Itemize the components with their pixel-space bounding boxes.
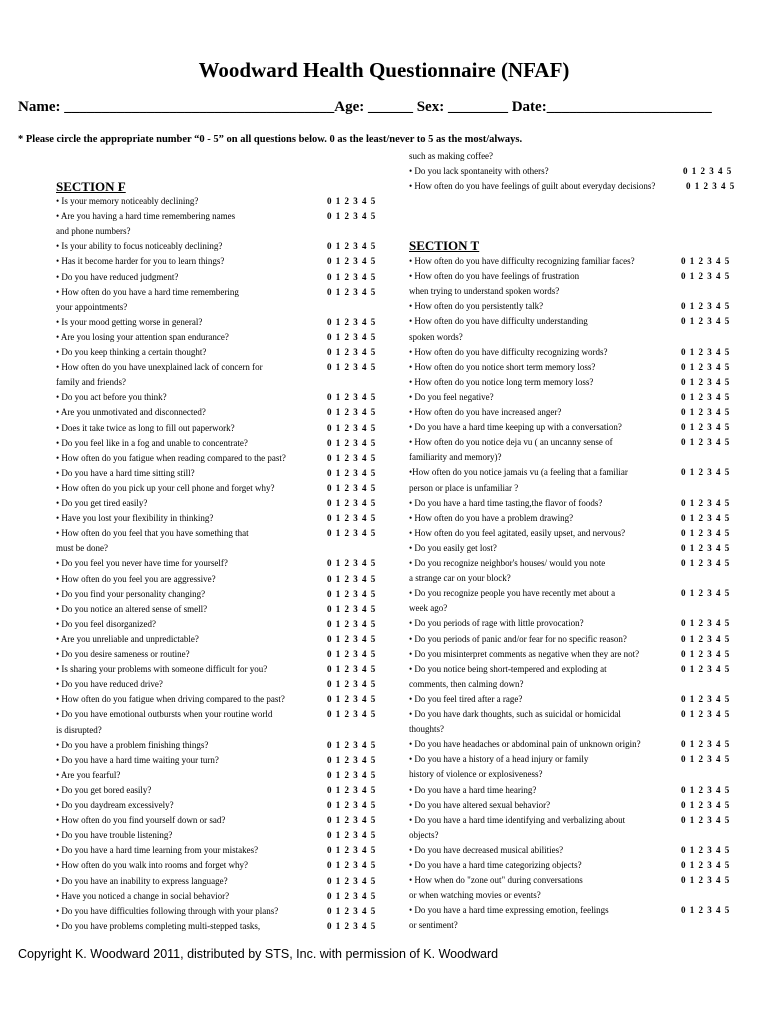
rating-scale[interactable]: 0 1 2 3 4 5 xyxy=(683,166,733,177)
question-text-continued: must be done? xyxy=(56,543,108,554)
question-text: • Is your memory noticeably declining? xyxy=(56,196,199,206)
rating-scale[interactable]: 0 1 2 3 4 5 xyxy=(681,844,731,855)
rating-scale[interactable]: 0 1 2 3 4 5 xyxy=(681,693,731,704)
question-text: • Do you periods of panic and/or fear for no specific reason? xyxy=(409,633,627,644)
rating-scale[interactable]: 0 1 2 3 4 5 xyxy=(327,407,377,418)
question-text-continued: is disrupted? xyxy=(56,724,102,735)
rating-scale[interactable]: 0 1 2 3 4 5 xyxy=(327,633,377,644)
rating-scale[interactable]: 0 1 2 3 4 5 xyxy=(681,407,731,417)
rating-scale[interactable]: 0 1 2 3 4 5 xyxy=(327,422,377,433)
rating-scale[interactable]: 0 1 2 3 4 5 xyxy=(681,754,731,765)
question-text: • Do you have a hard time tasting,the flavor of foods? xyxy=(409,497,603,508)
rating-scale[interactable]: 0 1 2 3 4 5 xyxy=(681,256,731,266)
rating-scale[interactable]: 0 1 2 3 4 5 xyxy=(681,875,731,886)
rating-scale[interactable]: 0 1 2 3 4 5 xyxy=(327,649,377,659)
rating-scale[interactable]: 0 1 2 3 4 5 xyxy=(681,346,731,357)
question-text: • Do you feel you never have time for yourself? xyxy=(56,558,228,569)
rating-scale[interactable]: 0 1 2 3 4 5 xyxy=(681,814,731,825)
rating-scale[interactable]: 0 1 2 3 4 5 xyxy=(681,648,731,659)
rating-scale[interactable]: 0 1 2 3 4 5 xyxy=(327,211,377,222)
rating-scale[interactable]: 0 1 2 3 4 5 xyxy=(681,391,731,402)
question-text: •How often do you notice jamais vu (a feeling that a familiar xyxy=(409,467,628,478)
rating-scale[interactable]: 0 1 2 3 4 5 xyxy=(681,512,731,523)
question-text: • How often do you fatigue when driving compared to the past? xyxy=(56,694,285,705)
question-text: • Are you having a hard time remembering names xyxy=(56,211,236,222)
question-text: • How often do you notice long term memory loss? xyxy=(409,376,594,387)
rating-scale[interactable]: 0 1 2 3 4 5 xyxy=(327,331,377,342)
question-text: • Do you have reduced drive? xyxy=(56,679,163,690)
rating-scale[interactable]: 0 1 2 3 4 5 xyxy=(327,905,377,916)
rating-scale[interactable]: 0 1 2 3 4 5 xyxy=(681,527,731,538)
rating-scale[interactable]: 0 1 2 3 4 5 xyxy=(327,875,377,886)
question-text: • Do you have an inability to express language? xyxy=(56,875,228,886)
rating-scale[interactable]: 0 1 2 3 4 5 xyxy=(327,482,377,493)
rating-scale[interactable]: 0 1 2 3 4 5 xyxy=(681,663,731,674)
rating-scale[interactable]: 0 1 2 3 4 5 xyxy=(327,800,377,810)
question-text: • Do you notice an altered sense of smell? xyxy=(56,603,208,614)
rating-scale[interactable]: 0 1 2 3 4 5 xyxy=(681,497,731,508)
question-text: • Do you get tired easily? xyxy=(56,498,148,508)
question-text: • How often do you notice short term memory loss? xyxy=(409,361,596,372)
rating-scale[interactable]: 0 1 2 3 4 5 xyxy=(327,603,377,614)
rating-scale[interactable]: 0 1 2 3 4 5 xyxy=(327,618,377,629)
question-text: • Do you get bored easily? xyxy=(56,784,152,795)
question-text: • Do you recognize neighbor's houses/ would you note xyxy=(409,558,606,568)
question-text: • Has it become harder for you to learn things? xyxy=(56,256,225,267)
instructions: * Please circle the appropriate number “0 - 5” on all questions below. 0 as the least/never to 5 as the most/always. xyxy=(18,134,523,145)
question-text: • Do you keep thinking a certain thought? xyxy=(56,347,207,357)
question-text: • Are you fearful? xyxy=(56,769,121,780)
rating-scale[interactable]: 0 1 2 3 4 5 xyxy=(327,588,377,599)
copyright-footer: Copyright K. Woodward 2011, distributed by STS, Inc. with permission of K. Woodward xyxy=(18,947,499,961)
question-text: • Do you recognize people you have recently met about a xyxy=(409,588,616,599)
rating-scale[interactable]: 0 1 2 3 4 5 xyxy=(681,422,731,433)
question-text: • How often do you pick up your cell phone and forget why? xyxy=(56,482,275,493)
rating-scale[interactable]: 0 1 2 3 4 5 xyxy=(681,784,731,795)
question-text: • Do you have a hard time categorizing objects? xyxy=(409,860,582,870)
question-text: • How when do "zone out" during conversations xyxy=(409,875,583,886)
question-text: • Do you have trouble listening? xyxy=(56,830,173,841)
question-text: • How often do you have unexplained lack of concern for xyxy=(56,362,263,373)
question-text: • How often do you have a problem drawing? xyxy=(409,512,574,523)
rating-scale[interactable]: 0 1 2 3 4 5 xyxy=(681,301,731,312)
rating-scale[interactable]: 0 1 2 3 4 5 xyxy=(327,498,377,508)
rating-scale[interactable]: 0 1 2 3 4 5 xyxy=(327,664,377,675)
question-text: • Do you desire sameness or routine? xyxy=(56,649,190,659)
rating-scale[interactable]: 0 1 2 3 4 5 xyxy=(327,286,377,297)
question-text: • Do you feel negative? xyxy=(409,391,494,402)
rating-scale[interactable]: 0 1 2 3 4 5 xyxy=(327,513,377,524)
question-text: • Do you have a hard time waiting your turn? xyxy=(56,754,219,765)
question-text: • How often do you notice deja vu ( an uncanny sense of xyxy=(409,437,613,448)
rating-scale[interactable]: 0 1 2 3 4 5 xyxy=(327,769,377,780)
question-text: • Do you easily get lost? xyxy=(409,542,497,553)
question-text-continued: and phone numbers? xyxy=(56,226,131,237)
question-text: • Do you have dark thoughts, such as suicidal or homicidal xyxy=(409,709,621,719)
question-text: • Do you have a history of a head injury or family xyxy=(409,754,589,765)
question-text-continued: person or place is unfamiliar ? xyxy=(409,482,519,493)
rating-scale[interactable]: 0 1 2 3 4 5 xyxy=(327,815,377,826)
rating-scale[interactable]: 0 1 2 3 4 5 xyxy=(327,920,377,931)
rating-scale[interactable]: 0 1 2 3 4 5 xyxy=(681,376,731,387)
rating-scale[interactable]: 0 1 2 3 4 5 xyxy=(327,256,377,267)
question-text: • Do you have a hard time keeping up with a conversation? xyxy=(409,422,622,433)
rating-scale[interactable]: 0 1 2 3 4 5 xyxy=(327,679,377,690)
question-text: • Do you have a problem finishing things? xyxy=(56,739,209,750)
question-text: • Is your ability to focus noticeably declining? xyxy=(56,241,223,252)
rating-scale[interactable]: 0 1 2 3 4 5 xyxy=(681,799,731,810)
question-text: • Do you have a hard time learning from your mistakes? xyxy=(56,845,259,856)
question-text: • How often do you feel agitated, easily upset, and nervous? xyxy=(409,527,626,538)
question-text-continued: a strange car on your block? xyxy=(409,573,511,584)
rating-scale[interactable]: 0 1 2 3 4 5 xyxy=(327,196,377,206)
rating-scale[interactable]: 0 1 2 3 4 5 xyxy=(327,452,377,463)
question-text: • Do you lack spontaneity with others? xyxy=(409,166,549,177)
rating-scale[interactable]: 0 1 2 3 4 5 xyxy=(327,467,377,478)
rating-scale[interactable]: 0 1 2 3 4 5 xyxy=(327,830,377,841)
question-text: • How often do you persistently talk? xyxy=(409,301,544,312)
rating-scale[interactable]: 0 1 2 3 4 5 xyxy=(327,558,377,569)
question-text: • How often do you have increased anger? xyxy=(409,407,562,417)
rating-scale[interactable]: 0 1 2 3 4 5 xyxy=(327,362,377,373)
question-text: • Do you periods of rage with little provocation? xyxy=(409,618,584,629)
question-text: • Do you have a hard time sitting still? xyxy=(56,467,195,478)
question-text: • Do you have decreased musical abilities? xyxy=(409,844,564,855)
question-text: • How often do you feel that you have something that xyxy=(56,528,249,539)
question-text: • Have you noticed a change in social behavior? xyxy=(56,890,230,901)
question-text: • How often do you find yourself down or sad? xyxy=(56,815,226,826)
question-text: • Do you find your personality changing? xyxy=(56,588,206,599)
rating-scale[interactable]: 0 1 2 3 4 5 xyxy=(327,845,377,856)
rating-scale[interactable]: 0 1 2 3 4 5 xyxy=(681,316,731,327)
rating-scale[interactable]: 0 1 2 3 4 5 xyxy=(327,271,377,282)
question-text: • Do you have difficulties following through with your plans? xyxy=(56,905,279,916)
question-text-continued: week ago? xyxy=(409,603,448,614)
question-text-continued: your appointments? xyxy=(56,301,128,312)
rating-scale[interactable]: 0 1 2 3 4 5 xyxy=(686,181,736,192)
question-text: • Do you have emotional outbursts when your routine world xyxy=(56,709,273,720)
rating-scale[interactable]: 0 1 2 3 4 5 xyxy=(327,241,377,252)
rating-scale[interactable]: 0 1 2 3 4 5 xyxy=(327,754,377,765)
question-text: • Do you daydream excessively? xyxy=(56,800,174,810)
question-text: such as making coffee? xyxy=(409,151,494,161)
question-text: • Do you notice being short-tempered and exploding at xyxy=(409,663,607,674)
question-text-continued: thoughts? xyxy=(409,724,444,735)
rating-scale[interactable]: 0 1 2 3 4 5 xyxy=(327,347,377,357)
patient-info-line[interactable]: Name: ____________________________________Age: ______ Sex: ________ Date:______________________ xyxy=(18,99,712,115)
rating-scale[interactable]: 0 1 2 3 4 5 xyxy=(327,890,377,901)
question-text: • Is sharing your problems with someone difficult for you? xyxy=(56,664,268,675)
question-text-continued: objects? xyxy=(409,829,439,840)
rating-scale[interactable]: 0 1 2 3 4 5 xyxy=(681,860,731,870)
question-text: • Do you have altered sexual behavior? xyxy=(409,799,551,810)
question-text: • How often do you walk into rooms and forget why? xyxy=(56,860,248,871)
rating-scale[interactable]: 0 1 2 3 4 5 xyxy=(327,392,377,403)
rating-scale[interactable]: 0 1 2 3 4 5 xyxy=(681,542,731,553)
question-text: • Do you have a hard time identifying and verbalizing about xyxy=(409,814,626,825)
rating-scale[interactable]: 0 1 2 3 4 5 xyxy=(327,316,377,327)
rating-scale[interactable]: 0 1 2 3 4 5 xyxy=(327,709,377,720)
rating-scale[interactable]: 0 1 2 3 4 5 xyxy=(327,784,377,795)
question-text: • How often do you have difficulty recognizing familiar faces? xyxy=(409,256,635,266)
question-text: • Do you have a hard time expressing emotion, feelings xyxy=(409,905,609,916)
rating-scale[interactable]: 0 1 2 3 4 5 xyxy=(681,709,731,719)
question-text: • How often do you have difficulty understanding xyxy=(409,316,588,327)
question-text-continued: spoken words? xyxy=(409,331,463,342)
rating-scale[interactable]: 0 1 2 3 4 5 xyxy=(681,361,731,372)
page-title: Woodward Health Questionnaire (NFAF) xyxy=(198,58,570,82)
question-text-continued: or when watching movies or events? xyxy=(409,890,541,901)
rating-scale[interactable]: 0 1 2 3 4 5 xyxy=(681,739,731,750)
rating-scale[interactable]: 0 1 2 3 4 5 xyxy=(327,573,377,584)
question-text: • How often do you fatigue when reading compared to the past? xyxy=(56,452,286,463)
question-text: • Does it take twice as long to fill out paperwork? xyxy=(56,422,235,433)
rating-scale[interactable]: 0 1 2 3 4 5 xyxy=(681,905,731,916)
rating-scale[interactable]: 0 1 2 3 4 5 xyxy=(327,860,377,871)
section-heading: SECTION F xyxy=(56,179,126,194)
rating-scale[interactable]: 0 1 2 3 4 5 xyxy=(681,558,731,568)
section-heading: SECTION T xyxy=(409,238,480,253)
question-text: • Is your mood getting worse in general? xyxy=(56,316,203,327)
rating-scale[interactable]: 0 1 2 3 4 5 xyxy=(681,588,731,599)
question-text-continued: when trying to understand spoken words? xyxy=(409,286,560,297)
question-text: • How often do you have feelings of guilt about everyday decisions? xyxy=(409,181,656,192)
question-text: • Are you unmotivated and disconnected? xyxy=(56,407,206,418)
question-text: • How often do you have a hard time remembering xyxy=(56,286,239,297)
question-text: • Do you misinterpret comments as negative when they are not? xyxy=(409,648,640,659)
question-text: • Do you have reduced judgment? xyxy=(56,271,179,282)
rating-scale[interactable]: 0 1 2 3 4 5 xyxy=(327,694,377,705)
rating-scale[interactable]: 0 1 2 3 4 5 xyxy=(681,271,731,282)
question-text: • How often do you have feelings of frustration xyxy=(409,271,580,282)
question-text-continued: history of violence or explosiveness? xyxy=(409,769,543,780)
question-text-continued: or sentiment? xyxy=(409,920,458,931)
question-text: • Do you have headaches or abdominal pain of unknown origin? xyxy=(409,739,641,750)
question-text-continued: family and friends? xyxy=(56,377,126,388)
question-text: • Have you lost your flexibility in thinking? xyxy=(56,513,214,524)
rating-scale[interactable]: 0 1 2 3 4 5 xyxy=(681,618,731,629)
question-text-continued: familiarity and memory)? xyxy=(409,452,502,463)
rating-scale[interactable]: 0 1 2 3 4 5 xyxy=(681,633,731,644)
rating-scale[interactable]: 0 1 2 3 4 5 xyxy=(327,739,377,750)
question-text: • How often do you feel you are aggressive? xyxy=(56,573,216,584)
question-text: • Do you feel like in a fog and unable to concentrate? xyxy=(56,437,248,448)
question-text: • Do you feel disorganized? xyxy=(56,618,156,629)
question-text: • Are you losing your attention span endurance? xyxy=(56,331,229,342)
rating-scale[interactable]: 0 1 2 3 4 5 xyxy=(327,528,377,539)
rating-scale[interactable]: 0 1 2 3 4 5 xyxy=(327,437,377,448)
rating-scale[interactable]: 0 1 2 3 4 5 xyxy=(681,437,731,448)
question-text: • How often do you have difficulty recognizing words? xyxy=(409,346,608,357)
question-text: • Do you have problems completing multi-stepped tasks, xyxy=(56,920,261,931)
question-text: • Do you feel tired after a rage? xyxy=(409,693,523,704)
question-text: • Are you unreliable and unpredictable? xyxy=(56,633,199,644)
question-text: • Do you act before you think? xyxy=(56,392,167,403)
question-text: • Do you have a hard time hearing? xyxy=(409,784,537,795)
question-text-continued: comments, then calming down? xyxy=(409,678,524,689)
rating-scale[interactable]: 0 1 2 3 4 5 xyxy=(681,467,731,478)
